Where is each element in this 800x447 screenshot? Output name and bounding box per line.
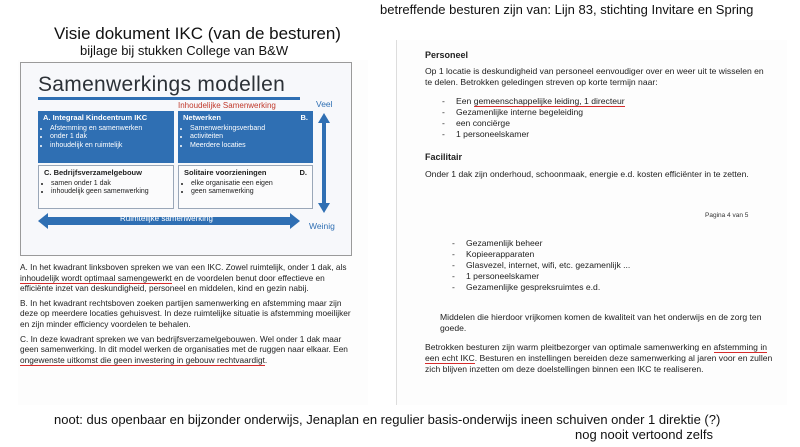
quadrant-item: • activiteiten (190, 133, 308, 142)
underlined-phrase: afstemming in een echt IKC (425, 342, 768, 363)
list-item: - Gezamenlijk beheer (466, 238, 760, 249)
document-subtitle: bijlage bij stukken College van B&W (80, 43, 289, 58)
boards-note: betreffende besturen zijn van: Lijn 83, stichting Invitare en Spring (380, 2, 754, 17)
quadrant-c: C. Bedrijfsverzamelgebouw • samen onder 1 dak • inhoudelijk geen samenwerking (38, 165, 174, 209)
slide-title-bar (38, 97, 300, 100)
quadrant-item: • Meerdere locaties (190, 142, 308, 151)
vertical-double-arrow-icon (318, 113, 330, 213)
list-item: - Gezamenlijke gespreksruimtes e.d. (466, 282, 760, 293)
underlined-phrase: inhoudelijk wordt optimaal samengewerkt (20, 272, 172, 283)
list-item: - Gezamenlijke interne begeleiding (456, 107, 760, 118)
facilitair-text: Onder 1 dak zijn onderhoud, schoonmaak, energie e.d. kosten efficiënter in te zetten. (425, 169, 749, 179)
list-item: - 1 personeelskamer (466, 271, 760, 282)
facilitair-list (440, 238, 760, 293)
list-item: - Kopieerapparaten (466, 249, 760, 260)
list-item: - Glasvezel, internet, wifi, etc. gezamenlijk ... (466, 260, 760, 271)
list-item: - Een gemeenschappelijke leiding, 1 directeur (456, 96, 760, 107)
list-item: - een conciërge (456, 118, 760, 129)
closing-paragraph: Betrokken besturen zijn warm pleitbezorger van optimale samenwerking en afstemming in een echt IKC. Besturen en instellingen bereiden deze samenwerking al jaren voor en zullen zich blijven inzetten om deze doelstellingen binnen een IKC te realiseren. (425, 342, 773, 374)
quadrant-item: • onder 1 dak (50, 133, 169, 142)
label-veel: Veel (316, 99, 333, 109)
footer-note-2: nog nooit vertoond zelfs (575, 427, 714, 442)
paragraph-c: C. In deze kwadrant spreken we van bedrijfsverzamelgebouwen. Wel onder 1 dak maar geen samenwerking. In dit model werken de organisaties met de ruggen naar elkaar. Een ongewenste uitkomst die geen investering in gebouw rechtvaardigt. (20, 333, 348, 365)
label-inhoudelijke-samenwerking: Inhoudelijke Samenwerking (178, 101, 276, 110)
list-item: - 1 personeelskamer (456, 129, 760, 140)
quadrant-item: • elke organisatie een eigen (191, 180, 307, 189)
quadrant-item: • inhoudelijk en ruimtelijk (50, 142, 169, 151)
label-ruimtelijke-samenwerking: Ruimtelijke samenwerking (120, 214, 213, 223)
quadrant-item: • Samenwerkingsverband (190, 125, 308, 134)
quadrant-item: • samen onder 1 dak (51, 180, 168, 189)
page-number: Pagina 4 van 5 (705, 212, 749, 219)
paragraph-a: A. In het kwadrant linksboven spreken we van een IKC. Zowel ruimtelijk, onder 1 dak, als inhoudelijk wordt optimaal samengewerkt en de voordelen benut door effectieve en efficiënte inzet van deskundigheid, personeel en middelen, kind en gezin nabij. (20, 262, 347, 294)
personeel-text: Op 1 locatie is deskundigheid van personeel eenvoudiger over en weer uit te wisselen en te delen. Betrokken geledingen streven op korte termijn naar: (425, 66, 764, 87)
label-weinig: Weinig (309, 221, 335, 231)
quadrant-item: • geen samenwerking (191, 188, 307, 197)
quadrant-d: Solitaire voorzieningen D. • elke organisatie een eigen • geen samenwerking (178, 165, 313, 209)
slide-title: Samenwerkings modellen (38, 73, 286, 96)
middelen-text: Middelen die hierdoor vrijkomen komen de kwaliteit van het onderwijs en de zorg ten goede. (440, 312, 762, 333)
quadrant-a: A. Integraal Kindcentrum IKC • Afstemming en samenwerken • onder 1 dak • inhoudelijk en ruimtelijk (38, 111, 174, 163)
quadrant-item: • inhoudelijk geen samenwerking (51, 188, 168, 197)
heading-facilitair: Facilitair (425, 152, 463, 162)
footer-note: noot: dus openbaar en bijzonder onderwijs, Jenaplan en regulier basis-onderwijs ineen schuiven onder 1 direktie (?) (54, 412, 721, 427)
document-title: Visie dokument IKC (van de besturen) (54, 24, 341, 43)
paragraph-b: B. In het kwadrant rechtsboven zoeken partijen samenwerking en afstemming maar zijn deze op meerdere locaties gehuisvest. In deze ruimtelijke situatie is afstemming moeilijker en zijn minder efficiency voordelen te behalen. (20, 297, 351, 329)
left-body-text (20, 262, 358, 369)
quadrant-item: • Afstemming en samenwerken (50, 125, 169, 134)
heading-personeel: Personeel (425, 50, 469, 60)
quadrant-b: Netwerken B. • Samenwerkingsverband • activiteiten • Meerdere locaties (178, 111, 313, 163)
personeel-list (430, 96, 760, 140)
underlined-phrase: ongewenste uitkomst die geen investering in gebouw rechtvaardigt (20, 354, 265, 365)
